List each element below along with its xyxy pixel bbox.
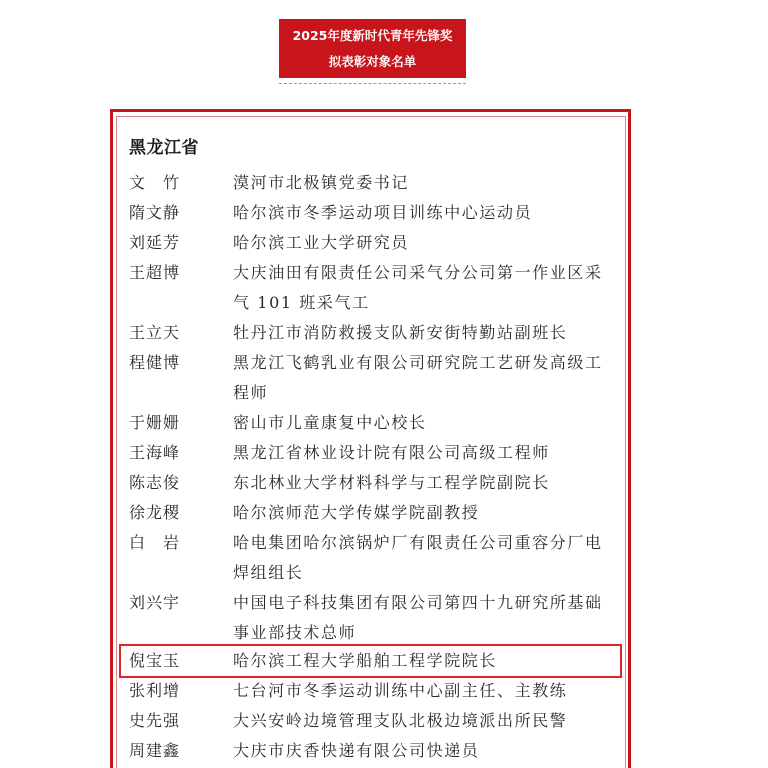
- awardee-name: 白 岩: [129, 533, 181, 552]
- awardee-title: 东北林业大学材料科学与工程学院副院长: [233, 473, 550, 492]
- header-title: 2025年度新时代青年先锋奖: [292, 28, 453, 43]
- awardee-name: 王超博: [129, 263, 181, 282]
- province-heading: 黑龙江省: [129, 138, 199, 158]
- awardee-name: 陈志俊: [129, 473, 181, 492]
- list-item: [0, 318, 768, 348]
- awardee-name: 王立天: [129, 323, 181, 342]
- awardee-title: 黑龙江飞鹤乳业有限公司研究院工艺研发高级工程师: [233, 353, 603, 402]
- awardee-title: 中国电子科技集团有限公司第四十九研究所基础事业部技术总师: [233, 593, 603, 642]
- list-item: [0, 198, 768, 228]
- awardee-title: 牡丹江市消防救援支队新安街特勤站副班长: [233, 323, 568, 342]
- awardee-name: 倪宝玉: [129, 651, 181, 670]
- list-item: [0, 348, 768, 402]
- awardee-title: 密山市儿童康复中心校长: [233, 413, 427, 432]
- awardee-name: 周建鑫: [129, 741, 181, 760]
- list-item: [0, 468, 768, 498]
- list-item: [0, 408, 768, 438]
- list-item: [0, 168, 768, 198]
- awardee-title: 哈尔滨工程大学船舶工程学院院长: [233, 651, 498, 670]
- list-item: [0, 706, 768, 736]
- awardee-title: 漠河市北极镇党委书记: [233, 173, 410, 192]
- awardee-name: 隋文静: [129, 203, 181, 222]
- awardee-name: 程健博: [129, 353, 181, 372]
- header-subtitle: 拟表彰对象名单: [328, 54, 417, 69]
- awardee-title: 七台河市冬季运动训练中心副主任、主教练: [233, 681, 568, 700]
- list-item: [0, 676, 768, 706]
- awardee-name: 于姗姗: [129, 413, 181, 432]
- awardee-name: 张利增: [129, 681, 181, 700]
- awardee-title: 哈尔滨市冬季运动项目训练中心运动员: [233, 203, 533, 222]
- list-item: [0, 736, 768, 766]
- awardee-title: 黑龙江省林业设计院有限公司高级工程师: [233, 443, 550, 462]
- awardee-name: 王海峰: [129, 443, 181, 462]
- list-item: [0, 588, 768, 642]
- list-item: [0, 258, 768, 312]
- awardee-title: 大兴安岭边境管理支队北极边境派出所民警: [233, 711, 568, 730]
- awardee-name: 文 竹: [129, 173, 181, 192]
- header-divider: [279, 83, 466, 84]
- awardee-title: 大庆油田有限责任公司采气分公司第一作业区采气 101 班采气工: [233, 263, 603, 312]
- awardee-title: 大庆市庆香快递有限公司快递员: [233, 741, 480, 760]
- header-banner: [279, 19, 466, 78]
- awardee-name: 刘延芳: [129, 233, 181, 252]
- list-item: [0, 228, 768, 258]
- awardee-title: 哈电集团哈尔滨锅炉厂有限责任公司重容分厂电焊组组长: [233, 533, 603, 582]
- list-item-highlighted: [0, 646, 768, 676]
- list-item: [0, 438, 768, 468]
- awardee-title: 哈尔滨师范大学传媒学院副教授: [233, 503, 480, 522]
- awardee-name: 史先强: [129, 711, 181, 730]
- list-item: [0, 528, 768, 582]
- awardee-name: 刘兴宇: [129, 593, 181, 612]
- awardee-name: 徐龙稷: [129, 503, 181, 522]
- awardee-title: 哈尔滨工业大学研究员: [233, 233, 410, 252]
- list-item: [0, 498, 768, 528]
